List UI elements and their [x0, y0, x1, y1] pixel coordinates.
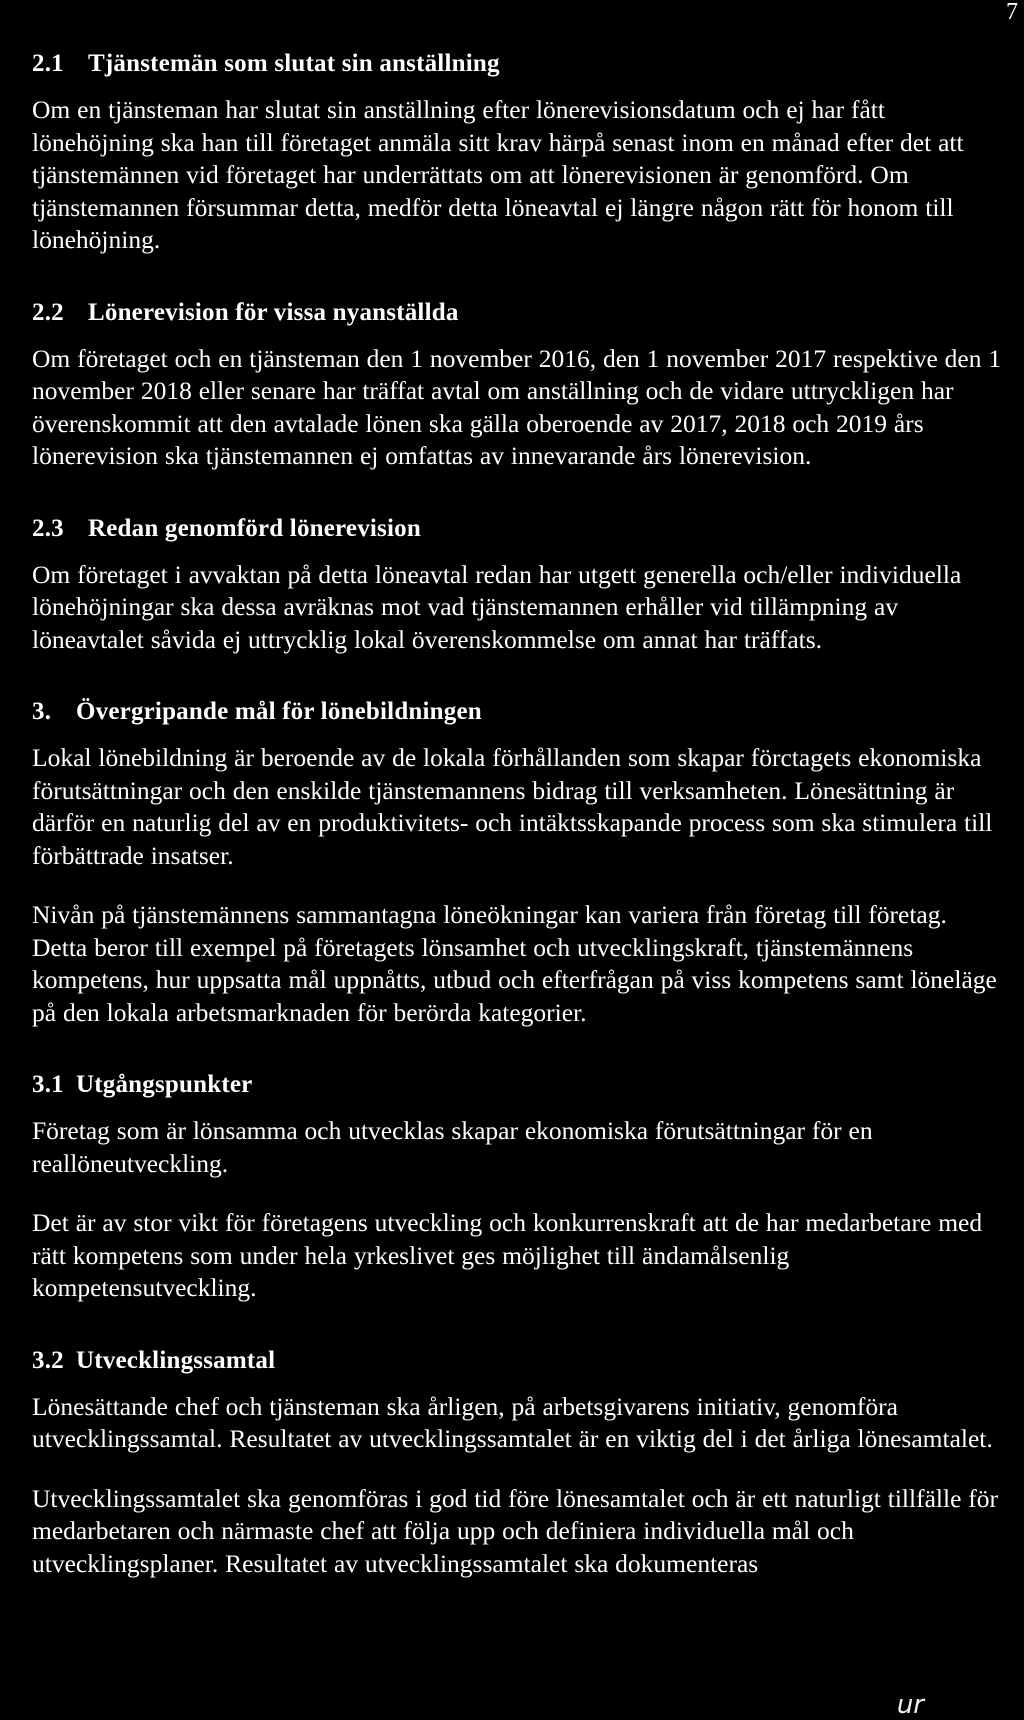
section-heading-2-3 — [32, 513, 1002, 545]
section-heading-2-1 — [32, 48, 1002, 80]
section-heading-3 — [32, 696, 1002, 728]
section-heading-2-2 — [32, 297, 1002, 329]
section-title: Utvecklingssamtal — [76, 1346, 276, 1374]
paragraph: Om företaget och en tjänsteman den 1 november 2016, den 1 november 2017 respektive den 1 november 2018 eller senare har träffat avtal om anställning och de vidare uttryckligen har överenskommit att den avtalade lönen ska gälla oberoende av 2017, 2018 och 2019 års lönerevision ska tjänstemannen ej omfattas av innevarande års lönerevision. — [32, 343, 1002, 470]
section-title: Övergripande mål för lönebildningen — [76, 698, 482, 725]
paragraph: Det är av stor vikt för företagens utveckling och konkurrenskraft att de har medarbetare med rätt kompetens som under hela yrkeslivet ges möjlighet till ändamålsenlig kompetensutveckling. — [32, 1208, 983, 1302]
document-body — [32, 48, 1002, 1607]
section-title: Lönerevision för vissa nyanställda — [88, 298, 459, 326]
paragraph: Om företaget i avvaktan på detta löneavtal redan har utgett generella och/eller individuella lönehöjningar ska dessa avräknas mot vad tjänstemannen erhåller vid tillämpning av löneavtalet såvida ej uttrycklig lokal överenskommelse om annat har träffats. — [32, 559, 962, 654]
paragraph: Lokal lönebildning är beroende av de lokala förhållanden som skapar förctagets ekonomiska förutsättningar och den enskilde tjänstemannens bidrag till verksamheten. Lönesättning är därför en naturlig del av en produktivitets- och intäktsskapande process som ska stimulera till förbättrade insatser. — [32, 743, 993, 870]
section-number: 2.3 — [32, 514, 64, 542]
paragraph: Nivån på tjänstemännens sammantagna löneökningar kan variera från företag till företag. Detta beror till exempel på företagets lönsamhet och utvecklingskraft, tjänstemännens kompetens, hur uppsatta mål uppnåtts, utbud och efterfrågan på viss kompetens samt löneläge på den lokala arbetsmarknaden för berörda kategorier. — [32, 900, 997, 1027]
section-title: Redan genomförd lönerevision — [88, 514, 421, 542]
paragraph: Utvecklingssamtalet ska genomföras i god tid före lönesamtalet och är ett naturligt tillfälle för medarbetaren och närmaste chef att följa upp och definiera individuella mål och utvecklingsplaner. Resultatet av utvecklingssamtalet ska dokumenteras — [32, 1483, 998, 1578]
section-number: 3. — [32, 698, 52, 725]
section-number: 2.1 — [32, 50, 64, 77]
section-number: 3.1 — [32, 1071, 64, 1098]
paragraph: Lönesättande chef och tjänsteman ska årligen, på arbetsgivarens initiativ, genomföra utvecklingssamtal. Resultatet av utvecklingssamtalet är en viktig del i det årliga lönesamtalet. — [32, 1391, 993, 1453]
section-number: 2.2 — [32, 298, 64, 326]
section-title: Utgångspunkter — [76, 1071, 253, 1098]
section-heading-3-2 — [32, 1345, 1002, 1377]
paragraph: Företag som är lönsamma och utvecklas skapar ekonomiska förutsättningar för en reallöneutveckling. — [32, 1116, 873, 1178]
page-number: 7 — [1006, 0, 1018, 25]
paragraph: Om en tjänsteman har slutat sin anställning efter lönerevisionsdatum och ej har fått lönehöjning ska han till företaget anmäla sitt krav härpå senast inom en månad efter det att tjänstemännen vid företaget har underrättats om att lönerevisionen är genomförd. Om tjänstemannen försummar detta, medför detta löneavtal ej längre någon rätt för honom till lönehöjning. — [32, 95, 964, 254]
section-number: 3.2 — [32, 1346, 64, 1374]
section-title: Tjänstemän som slutat sin anställning — [88, 50, 500, 77]
section-heading-3-1 — [32, 1069, 1002, 1101]
handwritten-initials: ur — [896, 1690, 924, 1720]
